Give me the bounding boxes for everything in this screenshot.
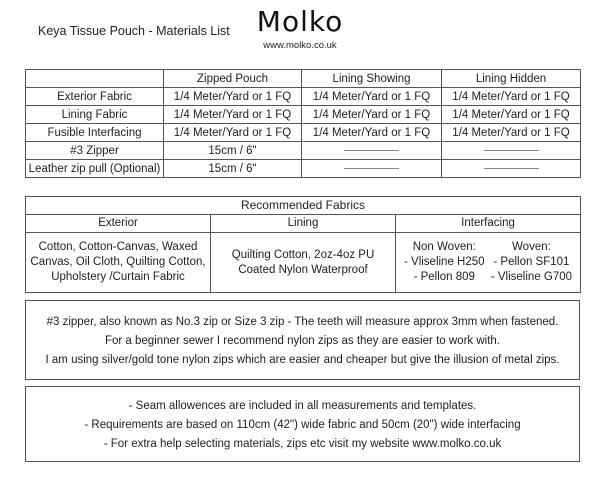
lining-line: Quilting Cotton, 2oz-4oz PU <box>231 248 375 261</box>
dash-line <box>484 150 539 151</box>
fabrics-header-row <box>26 215 581 233</box>
table-cell-empty <box>442 160 581 178</box>
column-header-interfacing: Interfacing <box>396 215 581 233</box>
column-header-exterior: Exterior <box>26 215 211 233</box>
table-cell: 1/4 Meter/Yard or 1 FQ <box>442 106 581 124</box>
dash-line <box>344 168 399 169</box>
row-label-exterior-fabric: Exterior Fabric <box>26 88 164 106</box>
note-line: I am using silver/gold tone nylon zips which are easier and cheaper but give the illusion of metal zips. <box>45 354 560 366</box>
table-header-row <box>26 70 581 88</box>
woven-item: - Pellon SF101 <box>493 256 570 268</box>
row-label-lining-fabric: Lining Fabric <box>26 106 164 124</box>
table-row <box>26 88 581 106</box>
exterior-line: Upholstery /Curtain Fabric <box>51 271 185 283</box>
table-cell: 15cm / 6" <box>164 142 302 160</box>
table-cell-empty <box>442 142 581 160</box>
materials-table <box>25 69 581 178</box>
table-cell-empty <box>302 160 442 178</box>
fabrics-body-row <box>26 233 581 293</box>
dash-line <box>344 150 399 151</box>
table-cell: 1/4 Meter/Yard or 1 FQ <box>302 88 442 106</box>
exterior-fabric-list <box>26 233 211 293</box>
note-line: - For extra help selecting materials, zips etc visit my website www.molko.co.uk <box>103 438 502 450</box>
table-cell: 1/4 Meter/Yard or 1 FQ <box>164 88 302 106</box>
table-cell: 15cm / 6" <box>164 160 302 178</box>
fabrics-title-row <box>26 197 581 215</box>
exterior-line: Canvas, Oil Cloth, Quilting Cotton, <box>30 256 206 268</box>
note-line: For a beginner sewer I recommend nylon zips as they are easier to work with. <box>104 335 500 347</box>
column-header-lining: Lining <box>211 215 396 233</box>
column-header-lining-hidden: Lining Hidden <box>442 70 581 88</box>
lining-fabric-list <box>211 233 396 293</box>
logo-wordmark: Molko <box>256 5 344 38</box>
note-line: #3 zipper, also known as No.3 zip or Size 3 zip - The teeth will measure approx 3mm when fastened. <box>46 316 559 328</box>
zipper-notes-box <box>25 300 580 380</box>
column-header-zipped-pouch: Zipped Pouch <box>164 70 302 88</box>
dash-line <box>484 168 539 169</box>
row-label-zipper: #3 Zipper <box>26 142 164 160</box>
column-header-lining-showing: Lining Showing <box>302 70 442 88</box>
brand-logo <box>250 6 350 51</box>
woven-item: - Vliseline G700 <box>490 271 573 283</box>
lining-line: Coated Nylon Waterproof <box>238 263 368 276</box>
non-woven-group <box>404 240 485 285</box>
general-notes-box <box>25 386 580 462</box>
table-cell: 1/4 Meter/Yard or 1 FQ <box>302 106 442 124</box>
table-cell: 1/4 Meter/Yard or 1 FQ <box>164 124 302 142</box>
table-row <box>26 142 581 160</box>
exterior-line: Cotton, Cotton-Canvas, Waxed <box>38 241 198 253</box>
note-line: - Requirements are based on 110cm (42") wide fabric and 50cm (20") wide interfacing <box>84 419 521 431</box>
table-cell-empty <box>302 142 442 160</box>
interfacing-list <box>396 233 581 293</box>
logo-website: www.molko.co.uk <box>263 40 337 51</box>
row-label-fusible-interfacing: Fusible Interfacing <box>26 124 164 142</box>
row-label-leather-zip-pull: Leather zip pull (Optional) <box>26 160 164 178</box>
table-row <box>26 124 581 142</box>
table-cell: 1/4 Meter/Yard or 1 FQ <box>302 124 442 142</box>
table-row <box>26 160 581 178</box>
table-cell: 1/4 Meter/Yard or 1 FQ <box>164 106 302 124</box>
note-line: - Seam allowences are included in all measurements and templates. <box>128 400 477 412</box>
recommended-fabrics-table <box>25 196 581 293</box>
non-woven-item: - Vliseline H250 <box>404 256 485 268</box>
fabrics-title: Recommended Fabrics <box>26 197 581 215</box>
table-row <box>26 106 581 124</box>
column-header-blank <box>26 70 164 88</box>
woven-title: Woven: <box>512 241 551 253</box>
non-woven-item: - Pellon 809 <box>413 271 475 283</box>
page-title: Keya Tissue Pouch - Materials List <box>38 24 230 38</box>
woven-group <box>491 240 572 285</box>
table-cell: 1/4 Meter/Yard or 1 FQ <box>442 124 581 142</box>
table-cell: 1/4 Meter/Yard or 1 FQ <box>442 88 581 106</box>
non-woven-title: Non Woven: <box>412 241 476 253</box>
